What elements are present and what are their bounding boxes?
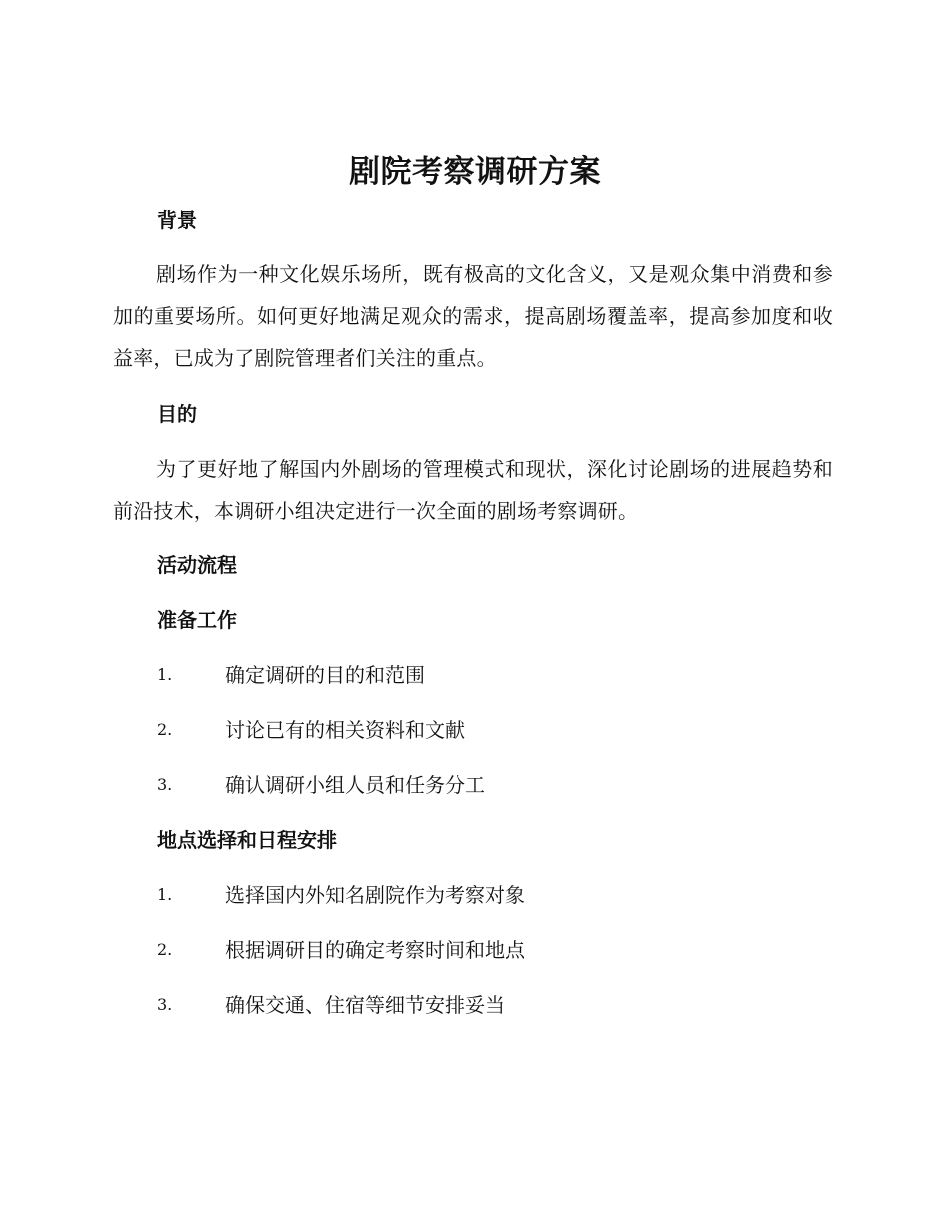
section-heading-process: 活动流程	[157, 553, 237, 577]
list-item	[157, 716, 757, 744]
list-item	[157, 936, 757, 964]
list-item-text: 确定调研的目的和范围	[225, 663, 425, 687]
list-item-number: 3.	[157, 775, 173, 794]
list-item-text: 确认调研小组人员和任务分工	[225, 773, 485, 797]
paragraph-line: 加度和收益率，已成为了剧院管理者们关注的重点。	[113, 304, 833, 370]
list-item-number: 1.	[157, 665, 173, 684]
paragraph-line: 剧场作为一种文化娱乐场所，既有极高的文化含义，又是观众集中消费	[156, 262, 793, 286]
list-item-number: 3.	[157, 995, 173, 1014]
document-title: 剧院考察调研方案	[349, 154, 601, 190]
subsection-heading-preparation: 准备工作	[157, 608, 237, 632]
list-item-number: 2.	[157, 720, 173, 739]
list-item-text: 选择国内外知名剧院作为考察对象	[225, 883, 525, 907]
paragraph-line: 和参加的重要场所。如何更好地满足观众的需求，提高剧场覆盖率，提高参	[113, 262, 833, 328]
list-item	[157, 881, 757, 909]
list-item	[157, 991, 757, 1019]
list-item	[157, 771, 757, 799]
paragraph-line: 为了更好地了解国内外剧场的管理模式和现状，深化讨论剧场的进展趋	[156, 457, 793, 481]
subsection-heading-schedule: 地点选择和日程安排	[157, 828, 337, 852]
list-item-text: 根据调研目的确定考察时间和地点	[225, 938, 525, 962]
list-item	[157, 661, 757, 689]
list-item-number: 2.	[157, 940, 173, 959]
list-item-number: 1.	[157, 885, 173, 904]
section-heading-purpose: 目的	[157, 402, 197, 426]
section-heading-background: 背景	[157, 208, 197, 232]
paragraph-line: 势和前沿技术，本调研小组决定进行一次全面的剧场考察调研。	[113, 457, 833, 523]
paragraph-background	[113, 253, 833, 379]
list-item-text: 确保交通、住宿等细节安排妥当	[225, 993, 505, 1017]
list-item-text: 讨论已有的相关资料和文献	[225, 718, 465, 742]
paragraph-purpose	[113, 448, 833, 532]
